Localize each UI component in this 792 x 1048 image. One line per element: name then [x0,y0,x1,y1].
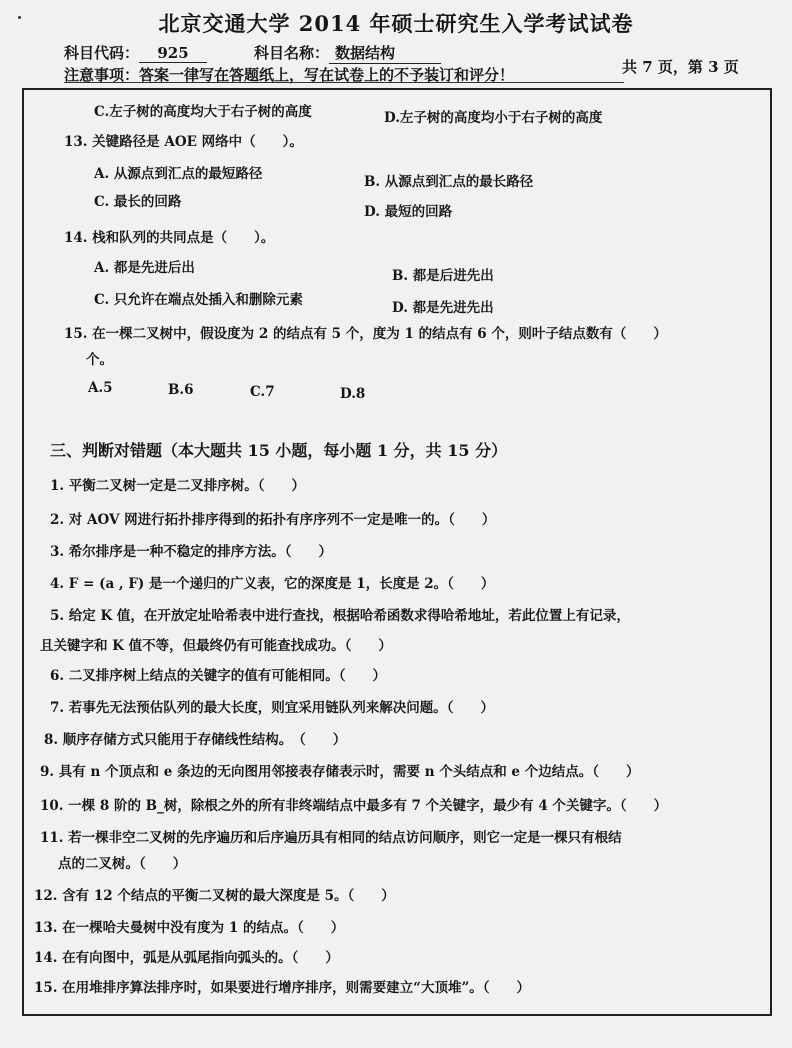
tf-item-14: 14. 在有向图中，弧是从弧尾指向弧头的。（ ） [34,950,339,966]
q15-option-d: D.8 [340,386,366,402]
notice-label: 注意事项： [64,66,140,84]
tf-item-15: 15. 在用堆排序算法排序时，如果要进行增序排序，则需要建立“大顶堆”。（ ） [34,980,530,996]
tf-item-13: 13. 在一棵哈夫曼树中没有度为 1 的结点。（ ） [34,920,345,936]
q13-stem: 13. 关键路径是 AOE 网络中（ ）。 [64,134,303,150]
q15-option-b: B.6 [168,382,194,398]
notice-text: 答案一律写在答题纸上，写在试卷上的不予装订和评分！ [139,66,515,84]
tf-item-8: 8. 顺序存储方式只能用于存储线性结构。 （ ） [44,732,347,748]
q14-stem: 14. 栈和队列的共同点是（ ）。 [64,230,275,246]
subject-code [64,42,207,63]
q13-option-c: C. 最长的回路 [94,194,182,210]
tf-item-11: 11. 若一棵非空二叉树的先序遍历和后序遍历具有相同的结点访问顺序，则它一定是一棵只有根结 [40,830,622,846]
q14-option-b: B. 都是后进先出 [392,268,494,284]
tf-item-1: 1. 平衡二叉树一定是二叉排序树。（ ） [50,478,306,494]
exam-title: 北京交通大学 2014 年硕士研究生入学考试试卷 [158,11,634,36]
tf-item-11-cont: 点的二叉树。（ ） [58,856,187,872]
q14-option-c: C. 只允许在端点处插入和删除元素 [94,292,303,308]
q13-option-d: D. 最短的回路 [364,204,453,220]
subject-name [254,42,441,64]
q12-option-d: D.左子树的高度均小于右子树的高度 [384,110,603,126]
tf-item-7: 7. 若事先无法预估队列的最大长度，则宜采用链队列来解决问题。（ ） [50,700,495,716]
tf-item-12: 12. 含有 12 个结点的平衡二叉树的最大深度是 5。（ ） [34,888,395,904]
q15-option-a: A.5 [88,380,113,396]
q14-option-a: A. 都是先进后出 [94,260,195,276]
tf-item-5-cont: 且关键字和 K 值不等，但最终仍有可能查找成功。（ ） [40,638,392,654]
tf-item-9: 9. 具有 n 个顶点和 e 条边的无向图用邻接表存储表示时，需要 n 个头结点和 e 个边结点。（ ） [40,764,640,780]
q13-option-b: B. 从源点到汇点的最长路径 [364,174,534,190]
subject-code-value: 925 [139,44,207,63]
tf-item-5: 5. 给定 K 值，在开放定址哈希表中进行查找，根据哈希函数求得哈希地址，若此位置上有记录， [50,608,630,624]
q15-option-c: C.7 [250,384,275,400]
q13-option-a: A. 从源点到汇点的最短路径 [94,166,263,182]
subject-code-label: 科目代码： [64,44,140,62]
q12-option-c: C.左子树的高度均大于右子树的高度 [94,104,312,120]
tf-item-3: 3. 希尔排序是一种不稳定的排序方法。（ ） [50,544,333,560]
subject-name-value: 数据结构 [329,42,441,64]
tf-item-6: 6. 二叉排序树上结点的关键字的值有可能相同。（ ） [50,668,387,684]
q15-stem-line1: 15. 在一棵二叉树中，假设度为 2 的结点有 5 个，度为 1 的结点有 6 个，则叶子结点数有（ ） [64,326,667,342]
tf-item-10: 10. 一棵 8 阶的 B_树，除根之外的所有非终端结点中最多有 7 个关键字，最少有 4 个关键字。（ ） [40,798,668,814]
subject-name-label: 科目名称： [254,44,330,62]
section3-title: 三、判断对错题（本大题共 15 小题，每小题 1 分，共 15 分） [50,441,508,460]
q15-stem-line2: 个。 [86,352,113,368]
notice-underline [64,82,624,83]
page-count: 共 7 页，第 3 页 [622,58,739,76]
q14-option-d: D. 都是先进先出 [392,300,494,316]
tf-item-4: 4. F = (a , F) 是一个递归的广义表，它的深度是 1，长度是 2。（ ） [50,576,495,592]
tf-item-2: 2. 对 AOV 网进行拓扑排序得到的拓扑有序序列不一定是唯一的。（ ） [50,512,496,528]
